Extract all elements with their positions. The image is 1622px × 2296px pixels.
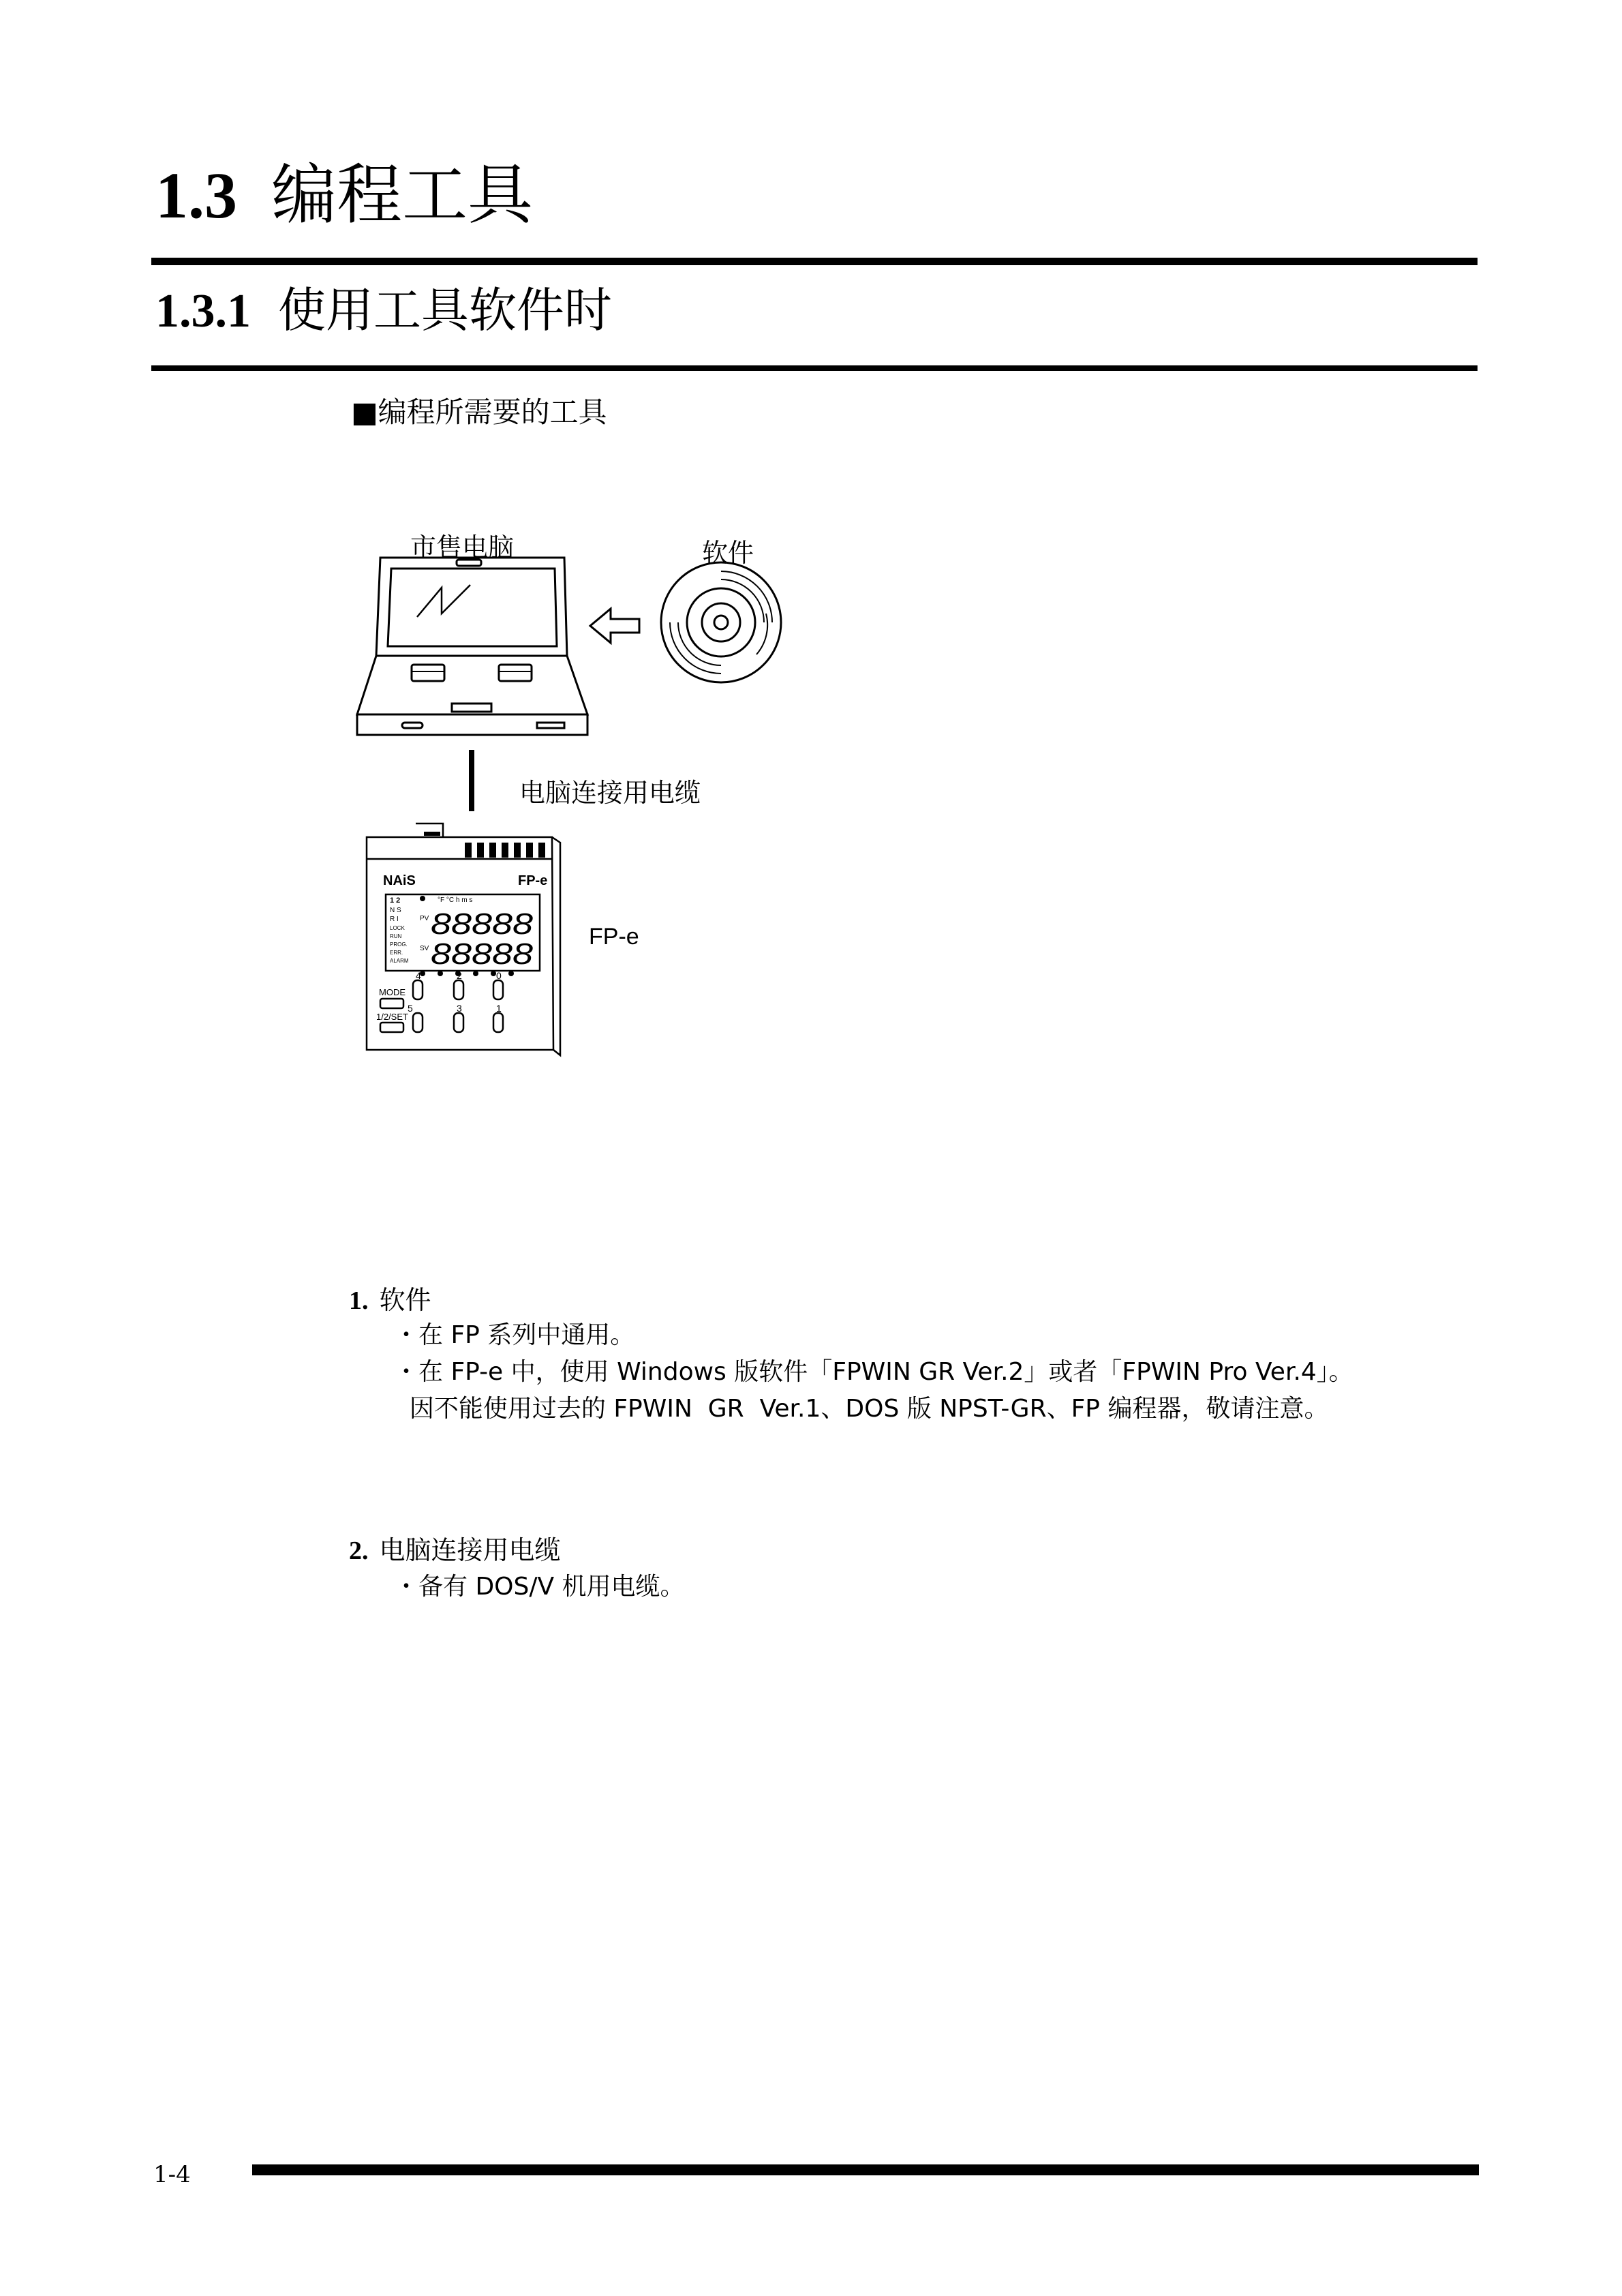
device-brand: NAiS xyxy=(383,873,416,888)
device-status-1: N S xyxy=(390,907,401,914)
set-key xyxy=(380,1023,403,1032)
device-sv-tag: SV xyxy=(420,945,429,952)
device-pv-tag: PV xyxy=(420,915,429,922)
item-1-line-1: ・在 FP 系列中通用。 xyxy=(394,1321,635,1349)
device-sv-display: 88888 xyxy=(431,937,534,971)
key-2 xyxy=(454,980,463,999)
key-5 xyxy=(413,1013,423,1032)
key-label-0: 0 xyxy=(496,970,502,981)
device-status-6: ERR. xyxy=(390,950,403,956)
key-4 xyxy=(413,980,423,999)
item-2-line-1: ・备有 DOS/V 机用电缆。 xyxy=(394,1573,685,1601)
item-2-heading xyxy=(349,1537,561,1564)
heading-1-number: 1.3 xyxy=(155,159,237,232)
item-2-title: 电脑连接用电缆 xyxy=(379,1535,561,1565)
item-1-number: 1. xyxy=(349,1286,369,1315)
device-status-2: R I xyxy=(390,916,399,923)
device-status-4: RUN xyxy=(390,933,402,939)
device-status-0: 1 2 xyxy=(390,896,401,905)
item-2-number: 2. xyxy=(349,1537,369,1565)
software-label: 软件 xyxy=(702,538,754,568)
device-mode-label: MODE xyxy=(379,987,406,997)
item-1-title: 软件 xyxy=(379,1285,431,1315)
device-status-5: PROG. xyxy=(390,941,408,948)
key-label-2: 2 xyxy=(457,970,462,981)
key-label-4: 4 xyxy=(416,970,421,981)
key-label-1: 1 xyxy=(496,1003,502,1014)
page-number: 1-4 xyxy=(153,2161,191,2188)
laptop-icon xyxy=(357,558,587,735)
mode-key xyxy=(380,999,403,1008)
device-status-7: ALARM xyxy=(390,958,409,964)
item-1-heading xyxy=(349,1287,431,1314)
footer-rule xyxy=(252,2164,1479,2175)
device-model: FP-e xyxy=(518,873,548,888)
pc-label: 市售电脑 xyxy=(410,532,515,562)
heading-2-number: 1.3.1 xyxy=(155,285,251,337)
cable-label: 电脑连接用电缆 xyxy=(519,778,701,808)
device-pv-display: 88888 xyxy=(431,907,534,941)
section-label: ■编程所需要的工具 xyxy=(351,395,607,429)
item-1-line-3: 因不能使用过去的 FPWIN GR Ver.1、DOS 版 NPST-GR、FP 编程器，敬请注意。 xyxy=(394,1395,1329,1423)
item-1-line-2: ・在 FP-e 中，使用 Windows 版软件「FPWIN GR Ver.2」或者「FPWIN Pro Ver.4」。 xyxy=(394,1358,1353,1386)
key-1 xyxy=(493,1013,503,1032)
key-label-3: 3 xyxy=(457,1003,462,1014)
disc-icon xyxy=(661,562,781,682)
key-0 xyxy=(493,980,503,999)
device-label: FP-e xyxy=(589,924,639,950)
arrow-left-icon xyxy=(590,609,639,643)
heading-2-title: 使用工具软件时 xyxy=(278,282,612,338)
device-units: °F °C h m s xyxy=(438,896,473,904)
device-status-3: LOCK xyxy=(390,925,405,931)
heading-1-title: 编程工具 xyxy=(271,157,533,233)
key-label-5: 5 xyxy=(408,1003,413,1014)
device-set-label: 1/2/SET xyxy=(376,1012,408,1022)
key-3 xyxy=(454,1013,463,1032)
